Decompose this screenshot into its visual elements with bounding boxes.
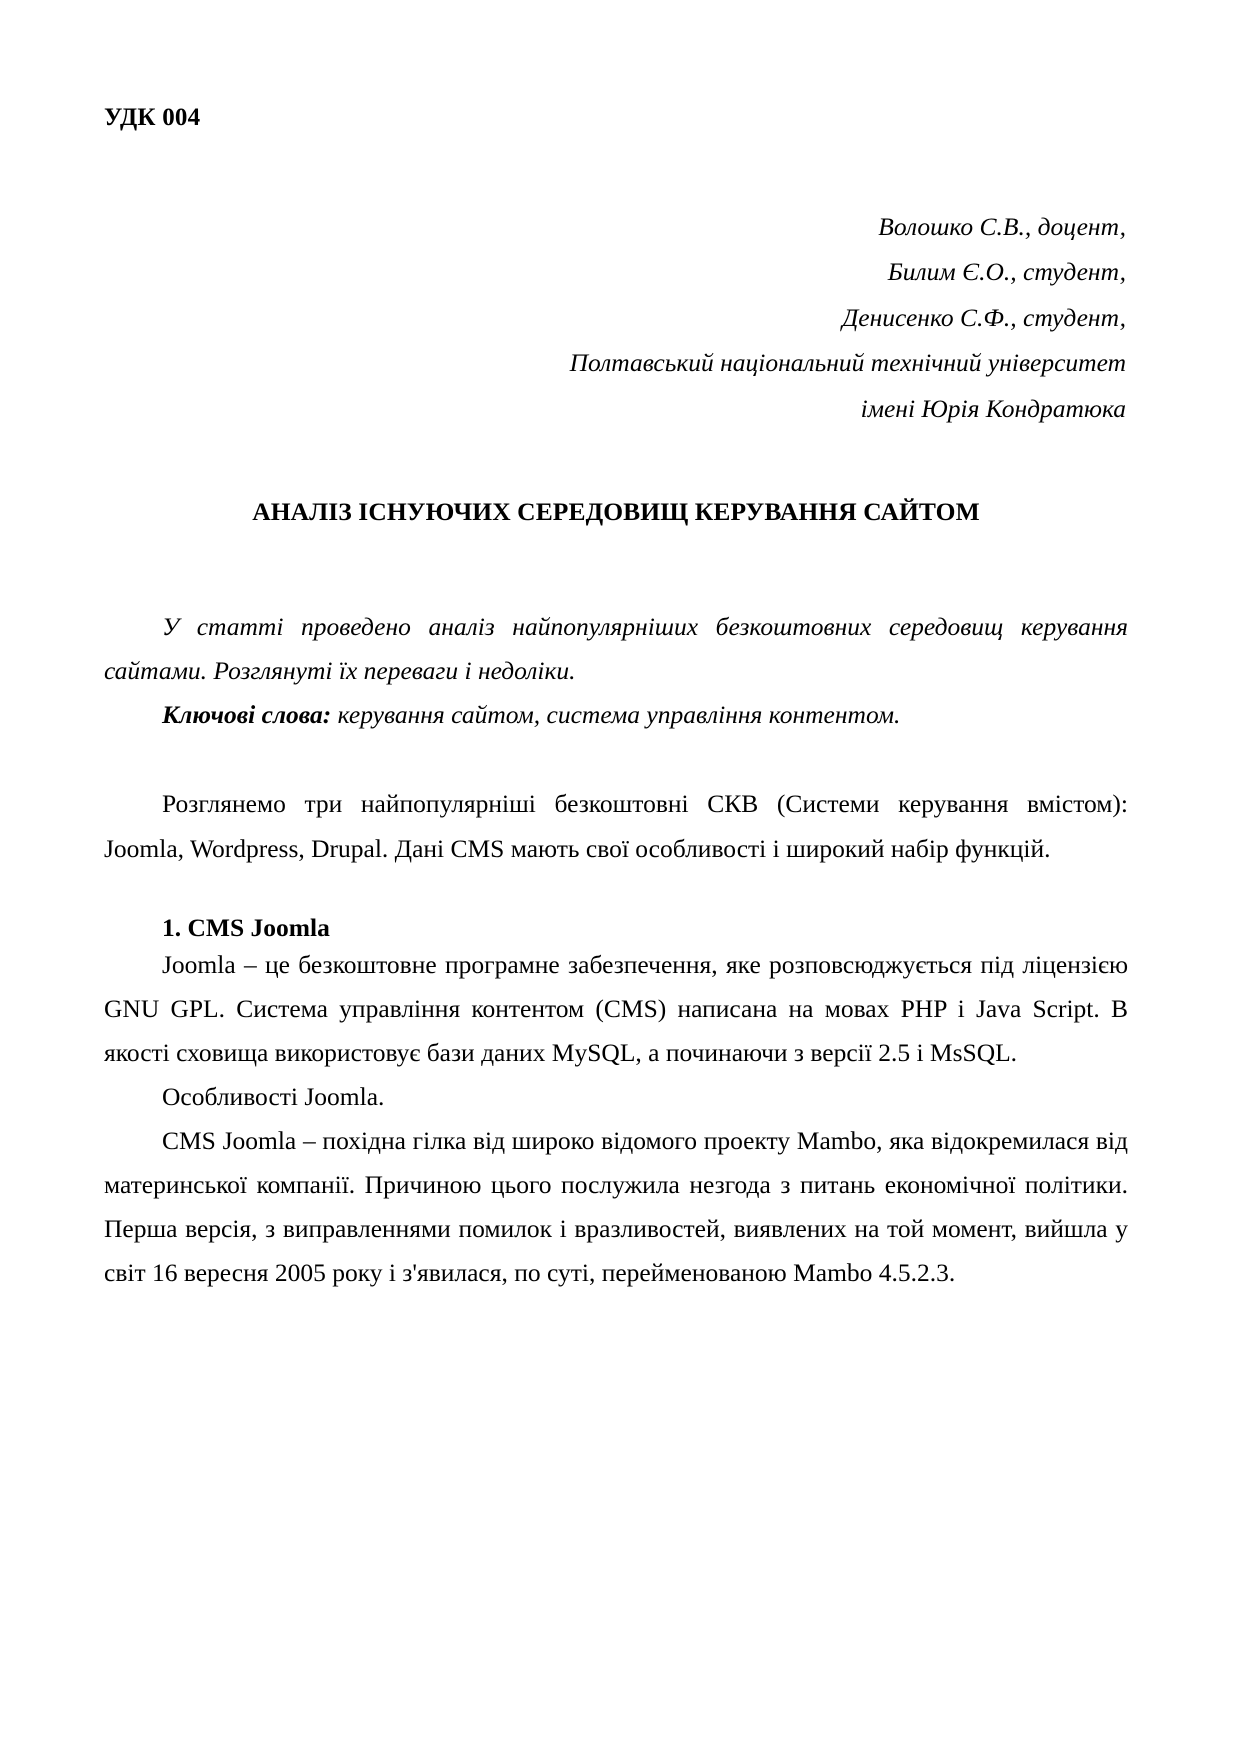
- page-title: АНАЛІЗ ІСНУЮЧИХ СЕРЕДОВИЩ КЕРУВАННЯ САЙТОМ: [252, 496, 980, 526]
- author-line-3: Денисенко С.Ф., студент,: [842, 302, 1126, 332]
- section-heading-1: 1. CMS Joomla: [162, 912, 330, 942]
- section1-paragraph-2: Особливості Joomla.: [162, 1082, 385, 1111]
- affiliation-line-2: імені Юрія Кондратюка: [860, 393, 1126, 423]
- author-line-2: Билим Є.О., студент,: [887, 257, 1126, 287]
- keywords-line: [104, 693, 1128, 737]
- udk-code: УДК 004: [104, 104, 201, 131]
- author-line-1: Волошко С.В., доцент,: [878, 212, 1126, 241]
- keywords-label: Ключові слова:: [162, 699, 332, 729]
- section1-paragraph-1: Joomla – це безкоштовне програмне забезпечення, яке розповсюджується під ліцензією GNU GPL. Система управління контентом (CMS) написана на мовах PHP і Java Script. В якості сховища використовує бази даних MySQL, а починаючи з версії 2.5 і MsSQL.: [104, 949, 1128, 1067]
- author-block: [104, 204, 1128, 431]
- abstract-text: У статті проведено аналіз найпопулярніших безкоштовних середовищ керування сайтами. Розглянуті їх переваги і недоліки.: [104, 611, 1128, 685]
- section1-paragraph-3: CMS Joomla – похідна гілка від широко відомого проекту Mambo, яка відокремилася від материнської компанії. Причиною цього послужила незгода з питань економічної політики. Перша версія, з виправленнями помилок і вразливостей, виявлених на той момент, вийшла у світ 16 вересня 2005 року і з'явилася, по суті, перейменованою Mambo 4.5.2.3.: [104, 1126, 1128, 1288]
- intro-paragraph: Розглянемо три найпопулярніші безкоштовні СКВ (Системи керування вмістом): Joomla, Wordpress, Drupal. Дані CMS мають свої особливості і широкий набір функцій.: [104, 789, 1128, 863]
- keywords-text: керування сайтом, система управління контентом.: [331, 699, 901, 729]
- affiliation-line-1: Полтавський національний технічний університет: [569, 348, 1126, 378]
